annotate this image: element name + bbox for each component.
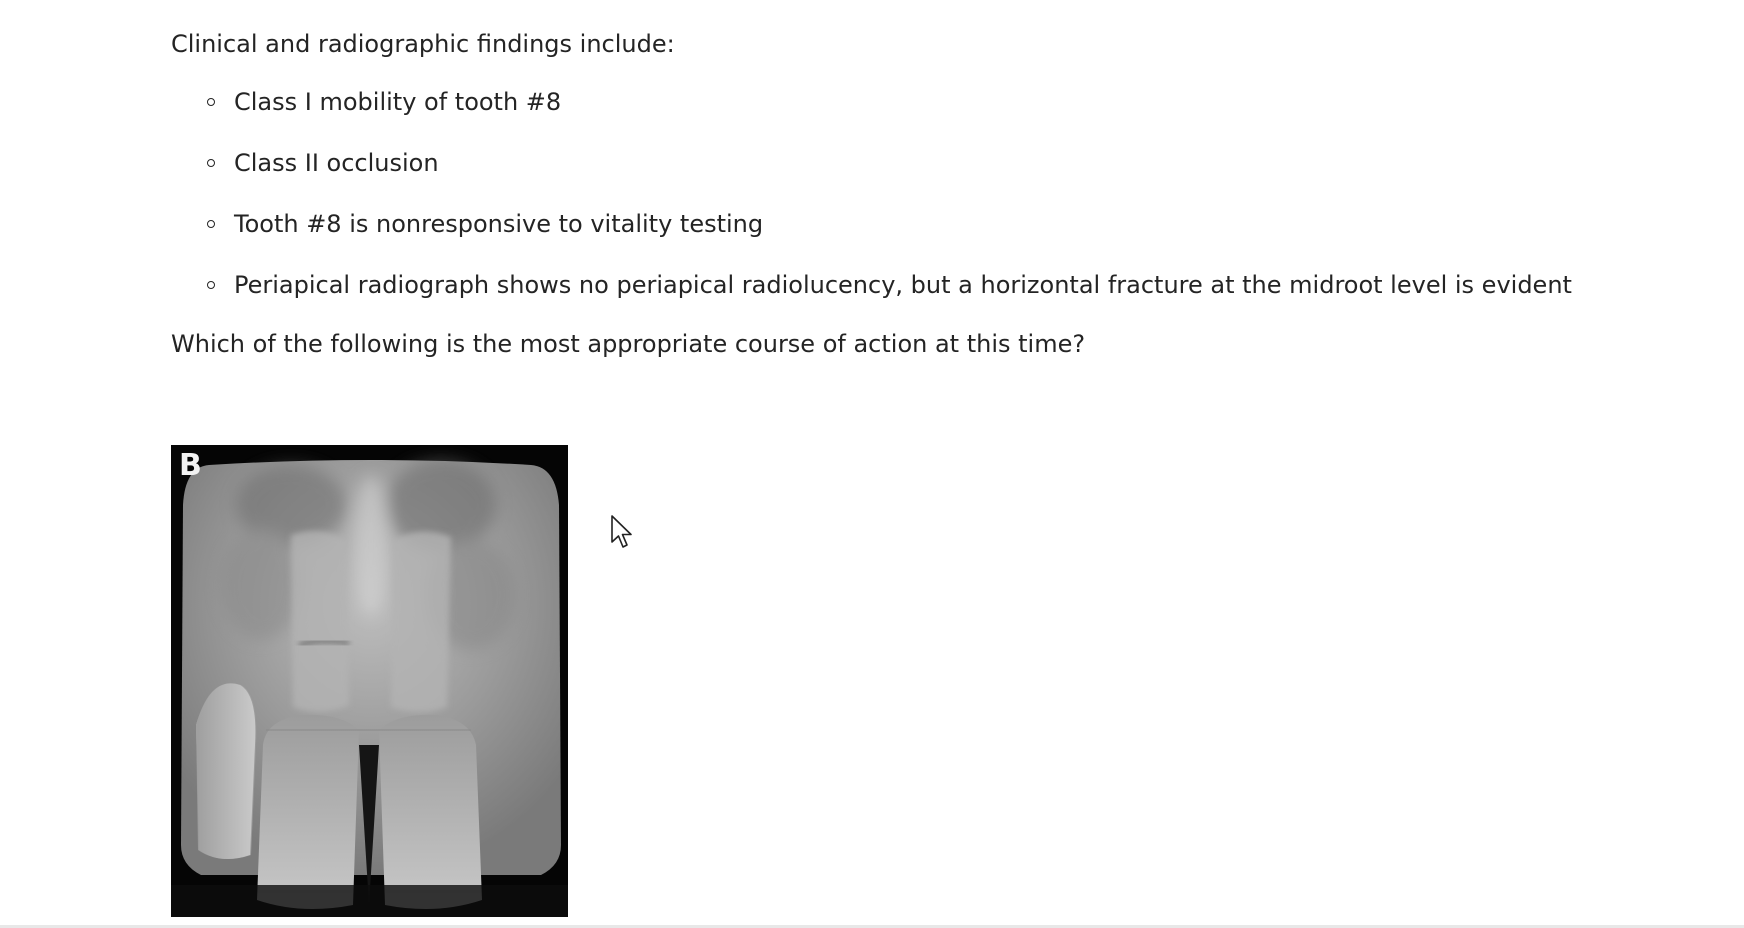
- hollow-circle-bullet-icon: [207, 220, 215, 228]
- finding-text: Tooth #8 is nonresponsive to vitality testing: [234, 210, 764, 238]
- hollow-circle-bullet-icon: [207, 98, 215, 106]
- finding-text: Periapical radiograph shows no periapical radiolucency, but a horizontal fracture at the midroot level is evident: [234, 271, 1572, 299]
- list-item: [171, 147, 1572, 208]
- mouse-pointer-icon: [610, 514, 634, 550]
- findings-intro: Clinical and radiographic findings include:: [171, 30, 675, 58]
- list-item: [171, 86, 1572, 147]
- panel-label: B: [179, 448, 202, 483]
- findings-list: [171, 86, 1572, 330]
- periapical-radiograph-image: [171, 445, 568, 917]
- hollow-circle-bullet-icon: [207, 281, 215, 289]
- hollow-circle-bullet-icon: [207, 159, 215, 167]
- finding-text: Class I mobility of tooth #8: [234, 88, 562, 116]
- list-item: [171, 269, 1572, 330]
- finding-text: Class II occlusion: [234, 149, 439, 177]
- list-item: [171, 208, 1572, 269]
- question-prompt: Which of the following is the most appropriate course of action at this time?: [171, 330, 1086, 358]
- radiograph-drawing: [171, 445, 568, 917]
- lateral-teeth: [196, 683, 256, 859]
